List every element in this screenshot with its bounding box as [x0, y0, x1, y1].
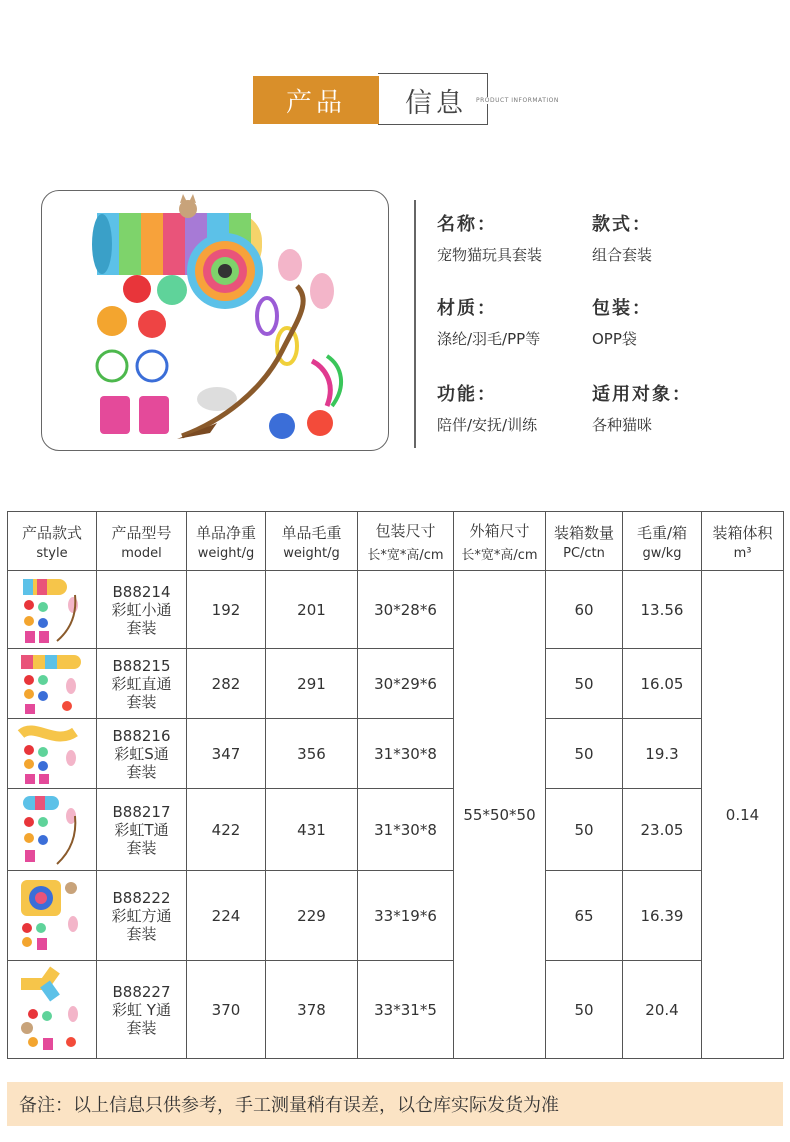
header-gw: 毛重/箱 gw/kg [623, 512, 702, 571]
green-ball [157, 275, 187, 305]
volume-cell: 0.14 [702, 571, 784, 1059]
pack-size-cell: 30*29*6 [358, 649, 454, 719]
header-outer-size: 外箱尺寸 长*宽*高/cm [454, 512, 546, 571]
gw-cell: 16.39 [623, 871, 702, 961]
table-row [8, 571, 784, 649]
mouse-toy-2 [310, 273, 334, 309]
gross-weight-cell: 291 [266, 649, 358, 719]
roller-toy [100, 396, 130, 434]
header-gross-weight: 单品毛重 weight/g [266, 512, 358, 571]
mouse-toy [278, 249, 302, 281]
note-bar [7, 1082, 783, 1126]
model-cell: B88227 彩虹 Y通 套装 [97, 961, 187, 1059]
pack-size-cell: 33*19*6 [358, 871, 454, 961]
style-thumb [8, 571, 97, 649]
roller-toy-2 [139, 396, 169, 434]
header-style: 产品款式 style [8, 512, 97, 571]
table-row [8, 871, 784, 961]
model-cell: B88214 彩虹小通 套装 [97, 571, 187, 649]
net-weight-cell: 224 [187, 871, 266, 961]
header-net-weight: 单品净重 weight/g [187, 512, 266, 571]
title-left: 产品 [253, 76, 379, 124]
gross-weight-cell: 229 [266, 871, 358, 961]
label-style: 款式： [592, 214, 652, 235]
header-model: 产品型号 model [97, 512, 187, 571]
gross-weight-cell: 356 [266, 719, 358, 789]
divider-line [414, 200, 416, 448]
spec-table [7, 511, 784, 1059]
outer-box-cell: 55*50*50 [454, 571, 546, 1059]
feather [177, 423, 217, 439]
title-subtitle: PRODUCT INFORMATION [476, 97, 559, 104]
gw-cell: 23.05 [623, 789, 702, 871]
wire-ball-2 [137, 351, 167, 381]
value-target: 各种猫咪 [592, 416, 653, 434]
net-weight-cell: 347 [187, 719, 266, 789]
label-target: 适用对象： [592, 384, 692, 405]
table-row [8, 961, 784, 1059]
style-thumb [8, 719, 97, 789]
gw-cell: 13.56 [623, 571, 702, 649]
style-thumb [8, 789, 97, 871]
blue-ball [269, 413, 295, 439]
net-weight-cell: 370 [187, 961, 266, 1059]
pack-size-cell: 31*30*8 [358, 789, 454, 871]
net-weight-cell: 192 [187, 571, 266, 649]
qty-cell: 50 [546, 719, 623, 789]
gross-weight-cell: 201 [266, 571, 358, 649]
net-weight-cell: 282 [187, 649, 266, 719]
note-text: 备注：以上信息只供参考，手工测量稍有误差，以仓库实际发货为准 [19, 1095, 559, 1116]
style-thumb [8, 649, 97, 719]
pack-size-cell: 30*28*6 [358, 571, 454, 649]
rainbow-ball-2 [138, 310, 166, 338]
value-package: OPP袋 [592, 330, 637, 348]
label-material: 材质： [437, 298, 497, 319]
title-right: 信息 [405, 87, 467, 119]
red-ball-2 [307, 410, 333, 436]
spring-toy [257, 298, 277, 334]
model-cell: B88217 彩虹T通 套装 [97, 789, 187, 871]
header-pack-size: 包装尺寸 长*宽*高/cm [358, 512, 454, 571]
label-package: 包装： [592, 298, 652, 319]
header-volume: 装箱体积 m³ [702, 512, 784, 571]
product-image [41, 190, 389, 451]
gross-weight-cell: 431 [266, 789, 358, 871]
red-ball [123, 275, 151, 303]
gross-weight-cell: 378 [266, 961, 358, 1059]
gw-cell: 19.3 [623, 719, 702, 789]
style-thumb [8, 961, 97, 1059]
table-row [8, 789, 784, 871]
pack-size-cell: 33*31*5 [358, 961, 454, 1059]
label-name: 名称： [437, 214, 497, 235]
pack-size-cell: 31*30*8 [358, 719, 454, 789]
qty-cell: 50 [546, 961, 623, 1059]
cat-figure [179, 194, 197, 218]
qty-cell: 65 [546, 871, 623, 961]
model-cell: B88215 彩虹直通 套装 [97, 649, 187, 719]
value-material: 涤纶/羽毛/PP等 [437, 330, 541, 348]
qty-cell: 50 [546, 789, 623, 871]
style-thumb [8, 871, 97, 961]
value-name: 宠物猫玩具套装 [437, 246, 543, 264]
net-weight-cell: 422 [187, 789, 266, 871]
model-cell: B88222 彩虹方通 套装 [97, 871, 187, 961]
value-style: 组合套装 [592, 246, 653, 264]
label-function: 功能： [437, 384, 497, 405]
qty-cell: 60 [546, 571, 623, 649]
wire-ball [97, 351, 127, 381]
model-cell: B88216 彩虹S通 套装 [97, 719, 187, 789]
rainbow-ball [97, 306, 127, 336]
cat-toys-illustration [42, 191, 389, 451]
qty-cell: 50 [546, 649, 623, 719]
gw-cell: 20.4 [623, 961, 702, 1059]
header-qty: 装箱数量 PC/ctn [546, 512, 623, 571]
table-row [8, 719, 784, 789]
table-header-row [8, 512, 784, 571]
value-function: 陪伴/安抚/训练 [437, 416, 538, 434]
gw-cell: 16.05 [623, 649, 702, 719]
table-row [8, 649, 784, 719]
